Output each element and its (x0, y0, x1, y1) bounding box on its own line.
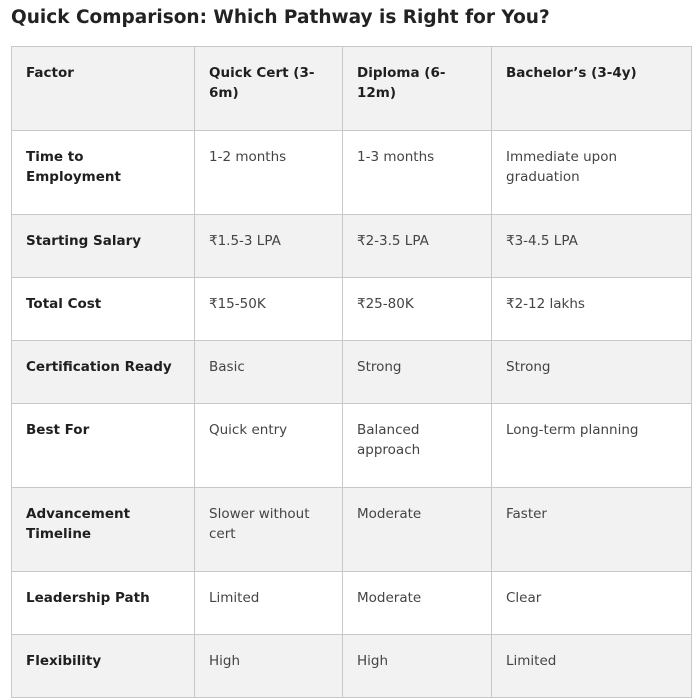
table-cell: Clear (492, 572, 692, 635)
row-factor-cell: Certification Ready (12, 341, 195, 404)
table-cell: Slower without cert (195, 488, 343, 572)
row-factor-cell: Best For (12, 404, 195, 488)
header-diploma: Diploma (6-12m) (343, 47, 492, 131)
table-row (12, 215, 692, 278)
header-bachelors: Bachelor’s (3-4y) (492, 47, 692, 131)
table-cell: Faster (492, 488, 692, 572)
row-factor-cell: Total Cost (12, 278, 195, 341)
table-row (12, 488, 692, 572)
header-quick-cert: Quick Cert (3-6m) (195, 47, 343, 131)
row-factor-cell: Flexibility (12, 635, 195, 698)
table-cell: ₹15-50K (195, 278, 343, 341)
page-title: Quick Comparison: Which Pathway is Right for You? (11, 7, 550, 28)
table-cell: Limited (492, 635, 692, 698)
table-row (12, 278, 692, 341)
table-cell: ₹2-3.5 LPA (343, 215, 492, 278)
table-cell: ₹3-4.5 LPA (492, 215, 692, 278)
table-cell: ₹1.5-3 LPA (195, 215, 343, 278)
table-cell: Limited (195, 572, 343, 635)
table-cell: Moderate (343, 572, 492, 635)
table-cell: High (343, 635, 492, 698)
row-factor-cell: Starting Salary (12, 215, 195, 278)
table-cell: 1-3 months (343, 131, 492, 215)
comparison-table (11, 46, 692, 698)
row-factor-cell: Leadership Path (12, 572, 195, 635)
table-cell: Strong (343, 341, 492, 404)
table-cell: Basic (195, 341, 343, 404)
table-cell: Long-term planning (492, 404, 692, 488)
table-row (12, 404, 692, 488)
table-cell: Balanced approach (343, 404, 492, 488)
table-cell: ₹2-12 lakhs (492, 278, 692, 341)
table-row (12, 572, 692, 635)
row-factor-cell: Advancement Timeline (12, 488, 195, 572)
table-row (12, 635, 692, 698)
table-cell: High (195, 635, 343, 698)
table-header-row (12, 47, 692, 131)
table-cell: Strong (492, 341, 692, 404)
table-cell: ₹25-80K (343, 278, 492, 341)
header-factor: Factor (12, 47, 195, 131)
table-cell: 1-2 months (195, 131, 343, 215)
table-cell: Moderate (343, 488, 492, 572)
table-row (12, 341, 692, 404)
table-row (12, 131, 692, 215)
table-cell: Quick entry (195, 404, 343, 488)
table-cell: Immediate upon graduation (492, 131, 692, 215)
row-factor-cell: Time to Employment (12, 131, 195, 215)
